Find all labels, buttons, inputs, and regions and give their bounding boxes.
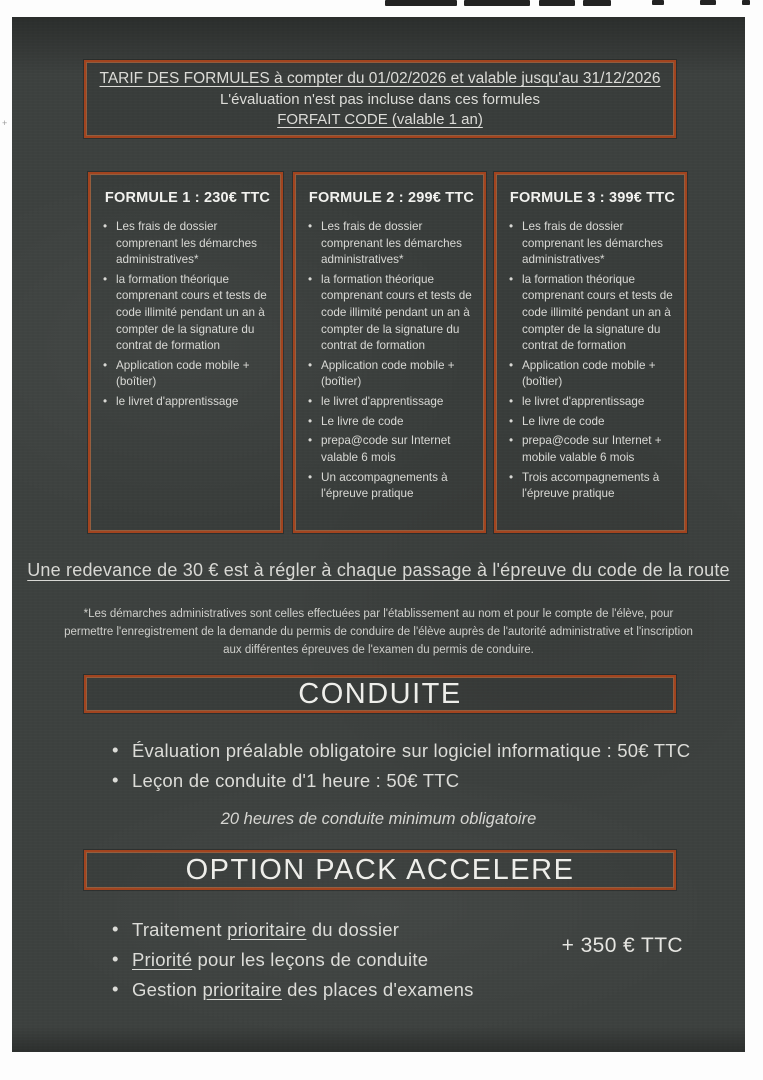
item-text: Gestion xyxy=(132,979,203,1000)
formule-3-title: FORMULE 3 : 399€ TTC xyxy=(509,190,676,206)
conduite-minimum-note: 20 heures de conduite minimum obligatoire xyxy=(220,810,537,828)
item-underlined-text: prioritaire xyxy=(227,919,307,940)
option-pack-banner xyxy=(84,850,676,890)
list-item xyxy=(110,919,474,941)
item-text: Traitement xyxy=(132,919,228,940)
scan-artifact xyxy=(583,0,611,6)
list-item: • prepa@code sur Internet + mobile valable 6 mois xyxy=(508,433,675,466)
item-text: du dossier xyxy=(306,919,400,940)
scan-artifact xyxy=(700,0,716,5)
list-item: • Trois accompagnements à l'épreuve pratique xyxy=(508,470,675,503)
list-item: • le livret d'apprentissage xyxy=(508,394,675,411)
list-item: • Évaluation préalable obligatoire sur logiciel informatique : 50€ TTC xyxy=(110,740,690,762)
scan-artifact xyxy=(464,0,530,6)
formule-1-list xyxy=(102,219,273,411)
scan-artifact xyxy=(385,0,457,6)
option-pack-price: + 350 € TTC xyxy=(561,934,683,957)
conduite-title: CONDUITE xyxy=(298,677,462,710)
option-pack-title: OPTION PACK ACCELERE xyxy=(185,853,575,886)
formule-2-list xyxy=(307,219,476,503)
formule-3-list xyxy=(508,219,677,503)
redevance-note: Une redevance de 30 € est à régler à chaque passage à l'épreuve du code de la route xyxy=(27,560,730,580)
list-item: • Un accompagnements à l'épreuve pratique xyxy=(307,470,474,503)
formule-2-box xyxy=(293,172,486,533)
item-underlined-text: Priorité xyxy=(132,949,193,970)
list-item: • prepa@code sur Internet valable 6 mois xyxy=(307,433,474,466)
item-text: pour les leçons de conduite xyxy=(192,949,429,970)
item-text: des places d'examens xyxy=(281,979,474,1000)
formule-1-title: FORMULE 1 : 230€ TTC xyxy=(104,190,271,206)
list-item: • la formation théorique comprenant cours et tests de code illimité pendant un an à compter de la signature du contrat de formation xyxy=(508,272,675,355)
formule-1-box xyxy=(88,172,283,533)
option-pack-list xyxy=(110,919,474,1009)
list-item: • Le livre de code xyxy=(307,414,474,431)
list-item: • Les frais de dossier comprenant les démarches administratives* xyxy=(102,219,271,269)
scan-artifact xyxy=(742,0,750,5)
list-item: • la formation théorique comprenant cours et tests de code illimité pendant un an à compter de la signature du contrat de formation xyxy=(307,272,474,355)
formule-3-box xyxy=(494,172,687,533)
scan-artifact: + xyxy=(2,118,8,128)
list-item: • le livret d'apprentissage xyxy=(307,394,474,411)
scan-artifact xyxy=(539,0,575,6)
tarif-header-box xyxy=(84,60,676,138)
list-item xyxy=(110,979,474,1001)
list-item: • Les frais de dossier comprenant les démarches administratives* xyxy=(307,219,474,269)
list-item: • Le livre de code xyxy=(508,414,675,431)
list-item xyxy=(110,949,474,971)
formule-2-title: FORMULE 2 : 299€ TTC xyxy=(308,190,475,206)
list-item: • Leçon de conduite d'1 heure : 50€ TTC xyxy=(110,770,690,792)
document-page xyxy=(12,17,745,1052)
item-underlined-text: prioritaire xyxy=(202,979,282,1000)
tarif-title: TARIF DES FORMULES à compter du 01/02/2026 et valable jusqu'au 31/12/2026 xyxy=(99,70,661,87)
scan-artifact xyxy=(652,0,664,5)
forfait-code-label: FORFAIT CODE (valable 1 an) xyxy=(277,111,483,128)
list-item: • Application code mobile + (boîtier) xyxy=(102,358,271,391)
tarif-subtitle: L'évaluation n'est pas incluse dans ces formules xyxy=(219,91,541,108)
list-item: • la formation théorique comprenant cours et tests de code illimité pendant un an à compter de la signature du contrat de formation xyxy=(102,272,271,355)
conduite-banner xyxy=(84,675,676,713)
list-item: • Application code mobile + (boîtier) xyxy=(508,358,675,391)
list-item: • le livret d'apprentissage xyxy=(102,394,271,411)
list-item: • Les frais de dossier comprenant les démarches administratives* xyxy=(508,219,675,269)
list-item: • Application code mobile + (boîtier) xyxy=(307,358,474,391)
conduite-list xyxy=(110,740,690,800)
admin-footnote: *Les démarches administratives sont celles effectuées par l'établissement au nom et pour le compte de l'élève, pour permettre l'enregistrement de la demande du permis de conduire de l'élève auprès de l'autorité administrative et l'inscription aux différentes épreuves de l'examen du permis de conduire. xyxy=(64,608,693,656)
